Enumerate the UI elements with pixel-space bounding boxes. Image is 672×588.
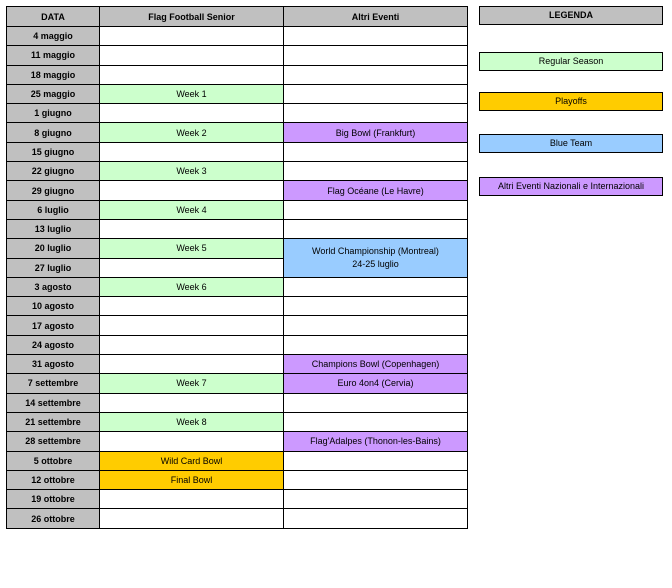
flag-football-cell: Final Bowl — [100, 470, 284, 489]
other-events-cell — [284, 200, 468, 219]
flag-football-cell — [100, 181, 284, 200]
date-cell: 1 giugno — [7, 104, 100, 123]
other-events-cell — [284, 412, 468, 431]
legend-item-blue: Blue Team — [479, 134, 663, 153]
other-events-cell: Champions Bowl (Copenhagen) — [284, 355, 468, 374]
flag-football-cell: Week 1 — [100, 84, 284, 103]
legend-item-reg: Regular Season — [479, 52, 663, 71]
flag-football-cell — [100, 46, 284, 65]
date-cell: 27 luglio — [7, 258, 100, 277]
table-row — [7, 355, 468, 374]
table-row — [7, 104, 468, 123]
flag-football-cell: Week 7 — [100, 374, 284, 393]
table-row — [7, 374, 468, 393]
other-events-cell: Euro 4on4 (Cervia) — [284, 374, 468, 393]
table-row — [7, 200, 468, 219]
table-row — [7, 451, 468, 470]
flag-football-cell — [100, 393, 284, 412]
legend-item-alt: Altri Eventi Nazionali e Internazionali — [479, 177, 663, 196]
table-row — [7, 316, 468, 335]
date-cell: 7 settembre — [7, 374, 100, 393]
date-cell: 5 ottobre — [7, 451, 100, 470]
table-row — [7, 277, 468, 296]
flag-football-cell: Wild Card Bowl — [100, 451, 284, 470]
date-cell: 25 maggio — [7, 84, 100, 103]
table-row — [7, 432, 468, 451]
table-row — [7, 335, 468, 354]
date-cell: 22 giugno — [7, 162, 100, 181]
other-events-cell — [284, 65, 468, 84]
flag-football-cell — [100, 27, 284, 46]
other-events-cell — [284, 335, 468, 354]
legend-title: LEGENDA — [479, 6, 663, 25]
other-events-cell: Flag Océane (Le Havre) — [284, 181, 468, 200]
table-row — [7, 46, 468, 65]
date-cell: 14 settembre — [7, 393, 100, 412]
date-cell: 18 maggio — [7, 65, 100, 84]
date-cell: 20 luglio — [7, 239, 100, 258]
date-cell: 19 ottobre — [7, 490, 100, 509]
other-events-cell — [284, 46, 468, 65]
flag-football-cell — [100, 432, 284, 451]
date-cell: 26 ottobre — [7, 509, 100, 528]
other-events-cell: World Championship (Montreal) 24-25 luglio — [284, 239, 468, 278]
table-row — [7, 509, 468, 528]
other-events-cell — [284, 142, 468, 161]
other-events-cell — [284, 277, 468, 296]
flag-football-cell — [100, 142, 284, 161]
flag-football-cell: Week 5 — [100, 239, 284, 258]
table-row — [7, 142, 468, 161]
other-events-cell — [284, 104, 468, 123]
date-cell: 4 maggio — [7, 27, 100, 46]
table-row — [7, 219, 468, 238]
other-events-cell — [284, 162, 468, 181]
header-row — [7, 7, 468, 27]
flag-football-cell — [100, 355, 284, 374]
date-cell: 6 luglio — [7, 200, 100, 219]
other-events-column-header: Altri Eventi — [284, 7, 468, 27]
flag-football-cell — [100, 316, 284, 335]
date-cell: 13 luglio — [7, 219, 100, 238]
date-cell: 15 giugno — [7, 142, 100, 161]
table-row — [7, 490, 468, 509]
flag-football-cell — [100, 65, 284, 84]
other-events-cell — [284, 470, 468, 489]
flag-football-cell: Week 4 — [100, 200, 284, 219]
flag-football-cell — [100, 258, 284, 277]
other-events-cell — [284, 509, 468, 528]
flag-football-cell — [100, 490, 284, 509]
flag-column-header: Flag Football Senior — [100, 7, 284, 27]
table-row — [7, 84, 468, 103]
flag-football-cell: Week 8 — [100, 412, 284, 431]
date-cell: 24 agosto — [7, 335, 100, 354]
table-row — [7, 181, 468, 200]
date-cell: 8 giugno — [7, 123, 100, 142]
table-row — [7, 239, 468, 258]
other-events-cell — [284, 393, 468, 412]
date-cell: 28 settembre — [7, 432, 100, 451]
table-row — [7, 27, 468, 46]
date-cell: 10 agosto — [7, 297, 100, 316]
flag-football-cell — [100, 335, 284, 354]
date-cell: 31 agosto — [7, 355, 100, 374]
other-events-cell — [284, 316, 468, 335]
date-cell: 21 settembre — [7, 412, 100, 431]
other-events-cell — [284, 219, 468, 238]
other-events-cell — [284, 490, 468, 509]
flag-football-cell: Week 6 — [100, 277, 284, 296]
other-events-cell — [284, 297, 468, 316]
table-row — [7, 123, 468, 142]
date-cell: 17 agosto — [7, 316, 100, 335]
date-column-header: DATA — [7, 7, 100, 27]
table-row — [7, 393, 468, 412]
schedule-body — [7, 27, 468, 529]
flag-football-cell: Week 3 — [100, 162, 284, 181]
flag-football-cell — [100, 297, 284, 316]
other-events-cell: Flag'Adalpes (Thonon-les-Bains) — [284, 432, 468, 451]
other-events-cell — [284, 451, 468, 470]
table-row — [7, 162, 468, 181]
date-cell: 29 giugno — [7, 181, 100, 200]
legend-item-pla: Playoffs — [479, 92, 663, 111]
other-events-cell — [284, 27, 468, 46]
other-events-cell: Big Bowl (Frankfurt) — [284, 123, 468, 142]
flag-football-cell — [100, 509, 284, 528]
flag-football-cell — [100, 104, 284, 123]
table-row — [7, 412, 468, 431]
table-row — [7, 297, 468, 316]
flag-football-cell — [100, 219, 284, 238]
date-cell: 11 maggio — [7, 46, 100, 65]
table-row — [7, 470, 468, 489]
flag-football-cell: Week 2 — [100, 123, 284, 142]
other-events-cell — [284, 84, 468, 103]
schedule-table — [6, 6, 468, 529]
date-cell: 3 agosto — [7, 277, 100, 296]
table-row — [7, 65, 468, 84]
date-cell: 12 ottobre — [7, 470, 100, 489]
